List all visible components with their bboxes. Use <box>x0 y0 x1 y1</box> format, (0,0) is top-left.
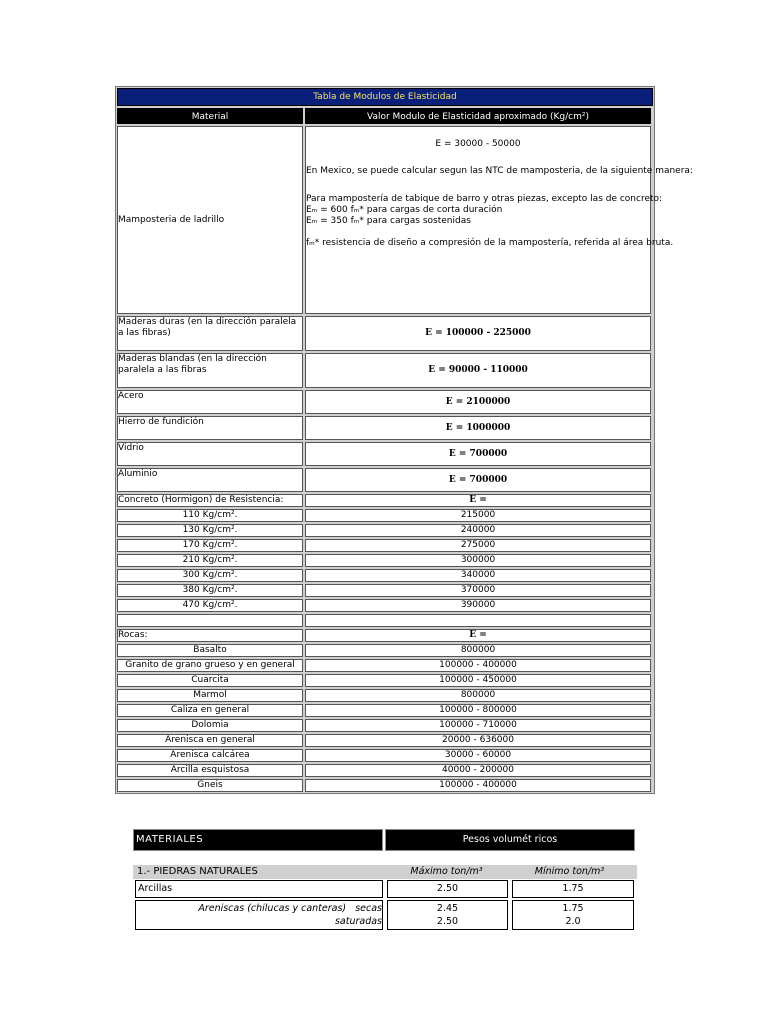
masonry-para2-l1: Eₘ = 600 fₘ* para cargas de corta duración <box>306 205 503 215</box>
table-row <box>116 748 654 763</box>
row-material: 300 Kg/cm². <box>117 569 303 582</box>
row-value: 20000 - 636000 <box>305 734 651 747</box>
table-row <box>116 568 654 583</box>
concrete-header-material: Concreto (Hormigon) de Resistencia: <box>117 494 303 507</box>
blank-row <box>116 613 654 628</box>
areniscas-max-sat: 2.50 <box>436 916 459 927</box>
blank-cell <box>305 614 651 627</box>
row-material: Acero <box>117 390 303 414</box>
row-material: Cuarcita <box>117 674 303 687</box>
table-title: Tabla de Modulos de Elasticidad <box>117 88 653 106</box>
masonry-para2-intro: Para mampostería de tabique de barro y otras piezas, excepto las de concreto: <box>306 194 663 204</box>
areniscas-name: Areniscas (chilucas y canteras) <box>198 903 347 914</box>
header-max: Máximo ton/m³ <box>410 866 483 877</box>
masonry-value <box>305 126 693 314</box>
areniscas-material <box>135 900 383 930</box>
masonry-para1: En Mexico, se puede calcular segun las NTC de mamposteria, de la siguiente manera: <box>306 166 693 176</box>
row-material: Basalto <box>117 644 303 657</box>
table-row <box>116 598 654 613</box>
row-value: 340000 <box>305 569 651 582</box>
masonry-material: Mamposteria de ladrillo <box>117 126 303 314</box>
areniscas-dry-label: secas <box>355 903 382 914</box>
row-value: E = 700000 <box>305 468 651 492</box>
table-row <box>116 389 654 415</box>
weights-header-row <box>133 829 637 851</box>
areniscas-line1 <box>136 902 382 915</box>
table-row <box>116 733 654 748</box>
masonry-para2-l2: Eₘ = 350 fₘ* para cargas sostenidas <box>306 216 471 226</box>
row-material: Arenisca calcárea <box>117 749 303 762</box>
table-row <box>116 673 654 688</box>
rocks-header-material: Rocas: <box>117 629 303 642</box>
row-value: 100000 - 450000 <box>305 674 651 687</box>
table-row <box>116 778 654 793</box>
table-row <box>116 763 654 778</box>
table-row <box>116 553 654 568</box>
header-materials: MATERIALES <box>133 829 383 851</box>
row-value: 800000 <box>305 689 651 702</box>
table-row <box>133 879 637 899</box>
row-value: 300000 <box>305 554 651 567</box>
row-value: 240000 <box>305 524 651 537</box>
table-row <box>116 538 654 553</box>
row-value: 215000 <box>305 509 651 522</box>
row-material: Caliza en general <box>117 704 303 717</box>
row-material: 130 Kg/cm². <box>117 524 303 537</box>
arcillas-material: Arcillas <box>135 880 383 898</box>
row-material: Marmol <box>117 689 303 702</box>
row-value: 100000 - 800000 <box>305 704 651 717</box>
table-row <box>116 688 654 703</box>
masonry-value-line: E = 30000 - 50000 <box>435 139 521 149</box>
header-material: Material <box>117 108 303 124</box>
table-header-row <box>116 107 654 125</box>
weights-table <box>133 829 637 931</box>
row-value: 390000 <box>305 599 651 612</box>
section-title: 1.- PIEDRAS NATURALES <box>137 866 258 877</box>
header-min: Mínimo ton/m³ <box>534 866 605 877</box>
masonry-para3: fₘ* resistencia de diseño a compresión de la mampostería, referida al área bruta. <box>306 238 674 248</box>
row-material: Granito de grano grueso y en general <box>117 659 303 672</box>
row-value: E = 100000 - 225000 <box>305 316 651 351</box>
row-value: 40000 - 200000 <box>305 764 651 777</box>
header-weights: Pesos volumét ricos <box>385 829 635 851</box>
areniscas-min-sat: 2.0 <box>565 916 581 927</box>
table-row <box>116 643 654 658</box>
row-material: Maderas blandas (en la dirección paralela a las fibras <box>117 353 303 388</box>
section-row <box>133 865 637 879</box>
concrete-header-row <box>116 493 654 508</box>
row-value: 370000 <box>305 584 651 597</box>
table-row-masonry <box>116 125 693 315</box>
row-value: E = 90000 - 110000 <box>305 353 651 388</box>
table-row <box>116 703 654 718</box>
row-material: 170 Kg/cm². <box>117 539 303 552</box>
row-value: 100000 - 400000 <box>305 659 651 672</box>
table-row <box>116 658 654 673</box>
concrete-header-value: E = <box>305 494 651 507</box>
row-material: 210 Kg/cm². <box>117 554 303 567</box>
table-row <box>116 441 654 467</box>
row-material: Maderas duras (en la dirección paralela a las fibras) <box>117 316 303 351</box>
elasticity-table <box>115 86 693 794</box>
table-row <box>116 718 654 733</box>
table-row <box>116 523 654 538</box>
table-row <box>116 352 654 389</box>
table-row <box>116 583 654 598</box>
areniscas-min <box>512 900 634 930</box>
table-row <box>133 899 637 931</box>
row-material: Vidrio <box>117 442 303 466</box>
areniscas-min-dry: 1.75 <box>562 903 584 914</box>
row-value: E = 700000 <box>305 442 651 466</box>
table-row <box>116 467 654 493</box>
areniscas-max <box>387 900 508 930</box>
row-value: 100000 - 400000 <box>305 779 651 792</box>
row-value: 30000 - 60000 <box>305 749 651 762</box>
row-value: E = 1000000 <box>305 416 651 440</box>
row-value: 800000 <box>305 644 651 657</box>
row-material: Hierro de fundición <box>117 416 303 440</box>
blank-cell <box>117 614 303 627</box>
row-material: 110 Kg/cm². <box>117 509 303 522</box>
row-value: 275000 <box>305 539 651 552</box>
arcillas-min: 1.75 <box>512 880 634 898</box>
row-material: Arenisca en general <box>117 734 303 747</box>
table-row <box>116 415 654 441</box>
row-material: Dolomia <box>117 719 303 732</box>
row-material: Arcilla esquistosa <box>117 764 303 777</box>
table-row <box>116 315 654 352</box>
header-value: Valor Modulo de Elasticidad aproximado (Kg/cm²) <box>305 108 651 124</box>
rocks-header-value: E = <box>305 629 651 642</box>
table-row <box>116 508 654 523</box>
row-material: Gneis <box>117 779 303 792</box>
arcillas-max: 2.50 <box>387 880 508 898</box>
row-value: 100000 - 710000 <box>305 719 651 732</box>
row-material: 470 Kg/cm². <box>117 599 303 612</box>
rocks-header-row <box>116 628 654 643</box>
row-value: E = 2100000 <box>305 390 651 414</box>
row-material: Aluminio <box>117 468 303 492</box>
areniscas-sat-label: saturadas <box>334 916 382 927</box>
row-material: 380 Kg/cm². <box>117 584 303 597</box>
areniscas-max-dry: 2.45 <box>436 903 459 914</box>
